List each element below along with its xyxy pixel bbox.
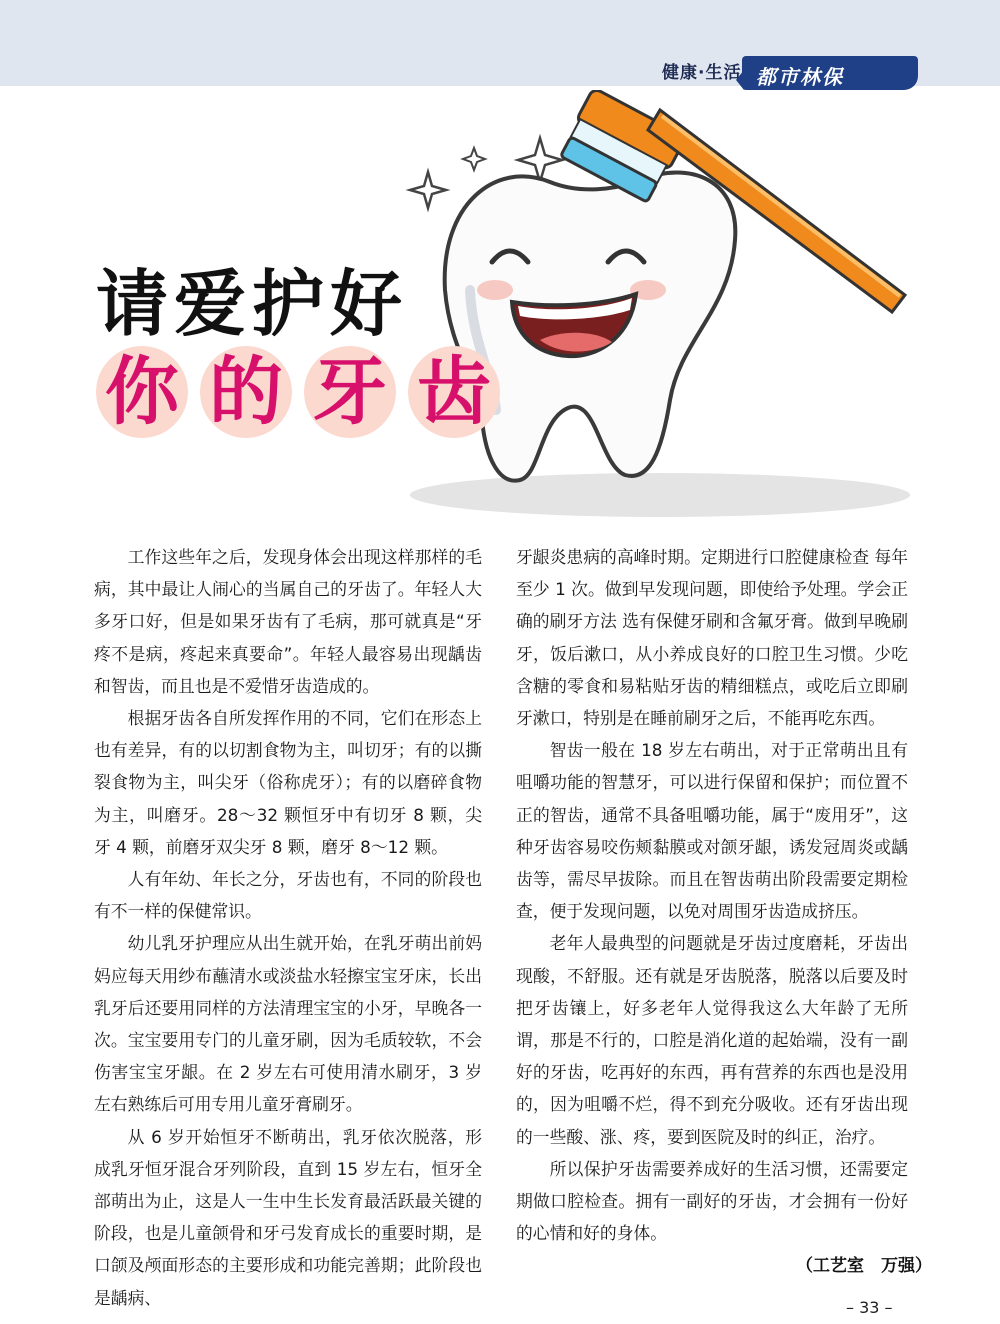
- title-char-1: 你: [105, 349, 179, 435]
- section-label: 健康·生活: [662, 63, 742, 83]
- sparkle-icon: [410, 172, 446, 208]
- article-column-right: [516, 541, 908, 1249]
- paragraph: 根据牙齿各自所发挥作用的不同，它们在形态上也有差异，有的以切割食物为主，叫切牙；有的以撕裂食物为主，叫尖牙（俗称虎牙）；有的以磨碎食物为主，叫磨牙。28～32 颗恒牙中有切牙 8 颗，尖牙 4 颗，前磨牙双尖牙 8 颗，磨牙 8～12 颗。: [94, 708, 482, 857]
- paragraph-continuation: 牙龈炎患病的高峰时期。定期进行口腔健康检查 每年至少 1 次。做到早发现问题，即使给予处理。学会正确的刷牙方法 选有保健牙刷和含氟牙膏。做到早晚刷牙，饭后漱口，从小养成良好的口腔卫生习惯。少吃含糖的零食和易粘贴牙齿的精细糕点，或吃后立即刷牙漱口，特别是在睡前刷牙之后，不能再吃东西。: [516, 547, 908, 729]
- paragraph: 所以保护牙齿需要养成好的生活习惯，还需要定期做口腔检查。拥有一副好的牙齿，才会拥有一份好的心情和好的身体。: [516, 1158, 908, 1244]
- paragraph: 从 6 岁开始恒牙不断萌出，乳牙依次脱落，形成乳牙恒牙混合牙列阶段，直到 15 岁左右，恒牙全部萌出为止，这是人一生中生长发育最活跃最关键的阶段，也是儿童颌骨和牙弓发育成长的重要时期，是口颌及颅面形态的主要形成和功能完善期；此阶段也是龋病、: [94, 1126, 482, 1308]
- paragraph: 智齿一般在 18 岁左右萌出，对于正常萌出且有咀嚼功能的智慧牙，可以进行保留和保护；而位置不正的智齿，通常不具备咀嚼功能，属于“废用牙”，这种牙齿容易咬伤颊黏膜或对颌牙龈，诱发冠周炎或龋齿等，需尽早拔除。而且在智齿萌出阶段需要定期检查，便于发现问题，以免对周围牙齿造成挤压。: [516, 740, 908, 922]
- magazine-name: 都市林保: [756, 65, 844, 89]
- tooth-illustration-icon: [400, 90, 920, 520]
- paragraph: 幼儿乳牙护理应从出生就开始，在乳牙萌出前妈妈应每天用纱布蘸清水或淡盐水轻擦宝宝牙床，长出乳牙后还要用同样的方法清理宝宝的小牙，早晚各一次。宝宝要用专门的儿童牙刷，因为毛质较软，不会伤害宝宝牙龈。在 2 岁左右可使用清水刷牙，3 岁左右熟练后可用专用儿童牙膏刷牙。: [94, 933, 482, 1115]
- page-title-line2: [96, 346, 516, 446]
- title-char-4: 齿: [417, 349, 491, 435]
- page-number: – 33 –: [846, 1298, 893, 1317]
- page-title-line1: 请爱护好: [96, 261, 409, 346]
- author-signature: （工艺室 万强）: [796, 1256, 932, 1276]
- article-column-left: [94, 541, 482, 1314]
- title-char-3: 牙: [313, 349, 387, 435]
- magazine-tag: [742, 56, 918, 90]
- sparkle-icon: [463, 148, 485, 170]
- paragraph: 人有年幼、年长之分，牙齿也有，不同的阶段也有不一样的保健常识。: [94, 869, 482, 922]
- title-char-2: 的: [209, 349, 283, 435]
- paragraph: 工作这些年之后，发现身体会出现这样那样的毛病，其中最让人闹心的当属自己的牙齿了。年轻人大多牙口好，但是如果牙齿有了毛病，那可就真是“牙疼不是病，疼起来真要命”。年轻人最容易出现龋齿和智齿，而且也是不爱惜牙齿造成的。: [94, 547, 482, 696]
- paragraph: 老年人最典型的问题就是牙齿过度磨耗，牙齿出现酸，不舒服。还有就是牙齿脱落，脱落以后要及时把牙齿镶上，好多老年人觉得我这么大年龄了无所谓，那是不行的，口腔是消化道的起始端，没有一副好的牙齿，吃再好的东西，再有营养的东西也是没用的，因为咀嚼不烂，得不到充分吸收。还有牙齿出现的一些酸、涨、疼，要到医院及时的纠正，治疗。: [516, 933, 908, 1147]
